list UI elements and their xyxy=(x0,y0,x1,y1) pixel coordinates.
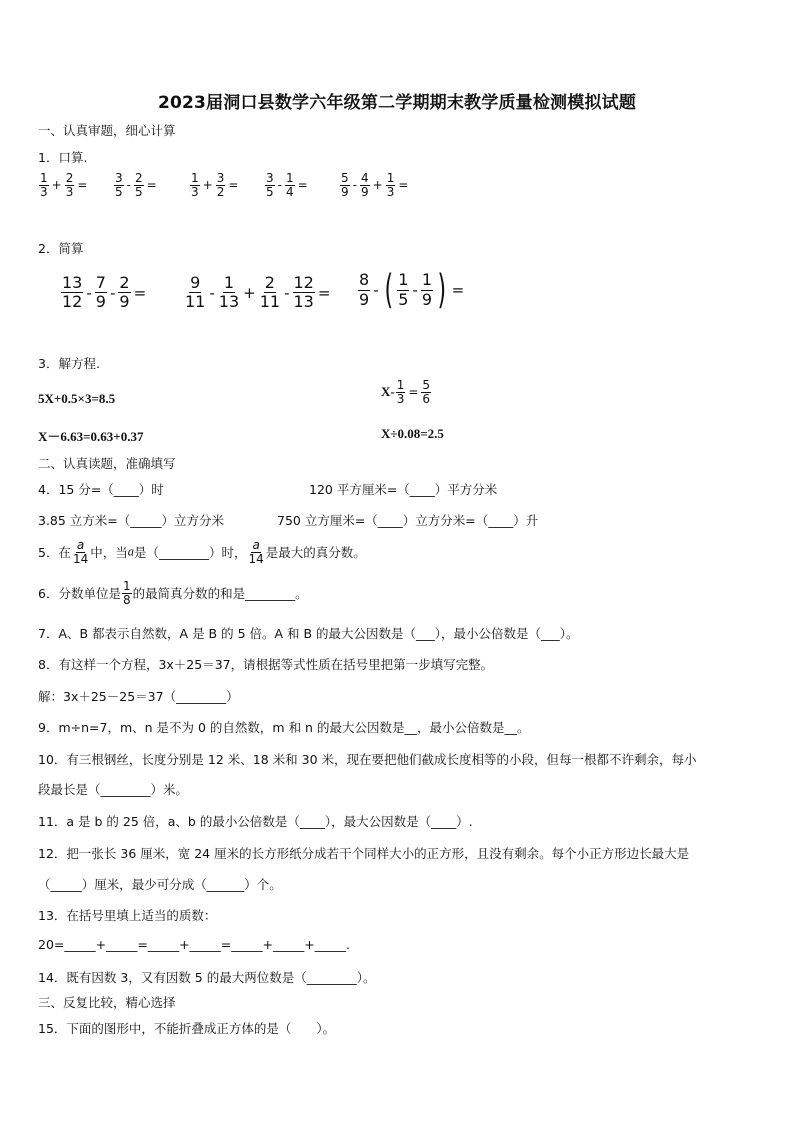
question-8-solution: 解：3x＋25－25＝37（________） xyxy=(38,689,239,704)
question-4c: 3.85 立方米=（_____）立方分米 xyxy=(38,513,225,528)
q1-item-3: $\frac{1}{3}$ + $\frac{3}{2}$ = xyxy=(191,171,239,199)
fraction: $\frac{1}{3}$ xyxy=(386,171,395,199)
section-2-heading: 二、认真读题，准确填写 xyxy=(38,456,176,471)
left-parenthesis: ( xyxy=(384,267,393,313)
section-3-heading: 三、反复比较，精心选择 xyxy=(38,995,176,1010)
question-5: 5．在 $\frac{a}{14}$ 中，当a是（________）时， $\frac{a}{14}$ 是最大的真分数。 xyxy=(38,538,366,566)
q2-expression-1: $\frac{13}{12}$ - $\frac{7}{9}$ - $\frac{2}{9}$ = xyxy=(62,273,147,312)
fraction: $\frac{7}{9}$ xyxy=(95,273,106,312)
fraction: $\frac{1}{3}$ xyxy=(40,171,48,199)
question-6: 6．分数单位是 $\frac{1}{8}$ 的最简真分数的和是________。 xyxy=(38,579,308,607)
question-12-line-1: 12．把一张长 36 厘米，宽 24 厘米的长方形纸分成若干个同样大小的正方形，且没有剩余。每个小正方形边长最大是 xyxy=(38,846,690,861)
question-9: 9．m÷n=7，m、n 是不为 0 的自然数，m 和 n 的最大公因数是__，最小公倍数是__。 xyxy=(38,720,530,735)
question-12-line-2: （_____）厘米，最少可分成（______）个。 xyxy=(38,877,282,892)
q1-item-5: $\frac{5}{9}$ - $\frac{4}{9}$ + $\frac{1}{3}$ = xyxy=(341,171,409,199)
fraction: $\frac{3}{5}$ xyxy=(115,171,123,199)
fraction: $\frac{8}{9}$ xyxy=(359,270,370,309)
question-1-label: 1．口算. xyxy=(38,150,88,165)
question-4d: 750 立方厘米=（____）立方分米=（____）升 xyxy=(277,513,539,528)
fraction: $\frac{2}{11}$ xyxy=(259,273,281,312)
fraction: $\frac{12}{13}$ xyxy=(293,273,314,312)
question-7: 7．A、B 都表示自然数，A 是 B 的 5 倍。A 和 B 的最大公因数是（___），最小公倍数是（___）。 xyxy=(38,626,579,641)
fraction: $\frac{1}{4}$ xyxy=(285,171,294,199)
fraction: $\frac{4}{9}$ xyxy=(360,171,369,199)
fraction: $\frac{9}{11}$ xyxy=(185,273,206,312)
fraction: $\frac{5}{6}$ xyxy=(422,378,431,406)
fraction: $\frac{2}{9}$ xyxy=(119,273,130,312)
fraction: $\frac{1}{8}$ xyxy=(122,579,131,607)
fraction: $\frac{a}{14}$ xyxy=(248,538,264,566)
fraction: $\frac{a}{14}$ xyxy=(72,538,89,566)
question-10-line-1: 10．有三根钢丝，长度分别是 12 米、18 米和 30 米，现在要把他们截成长度相等的小段，但每一根都不许剩余，每小 xyxy=(38,752,697,767)
q1-item-1: $\frac{1}{3}$ + $\frac{2}{3}$ = xyxy=(40,171,88,199)
q1-item-4: $\frac{3}{5}$ - $\frac{1}{4}$ = xyxy=(266,171,308,199)
question-10-line-2: 段最长是（________）米。 xyxy=(38,782,189,797)
fraction: $\frac{1}{9}$ xyxy=(421,270,433,309)
fraction: $\frac{2}{5}$ xyxy=(134,171,143,199)
q2-expression-2: $\frac{9}{11}$ - $\frac{1}{13}$ + $\frac{2}{11}$ - $\frac{12}{13}$ = xyxy=(185,273,331,312)
q1-item-2: $\frac{3}{5}$ - $\frac{2}{5}$ = xyxy=(115,171,157,199)
fraction: $\frac{1}{3}$ xyxy=(396,378,405,406)
fraction: $\frac{2}{3}$ xyxy=(65,171,74,199)
question-4a: 4．15 分=（____）时 xyxy=(38,482,164,497)
q2-expression-3: $\frac{8}{9}$ - ( $\frac{1}{5}$ - $\frac{1}{9}$ ) = xyxy=(359,267,465,313)
question-15: 15．下面的图形中，不能折叠成正方体的是（ ）。 xyxy=(38,1021,336,1036)
question-13-equation: 20=_____+_____=_____+_____=_____+_____+_____. xyxy=(38,937,350,952)
q3-equation-2: X- $\frac{1}{3}$ = $\frac{5}{6}$ xyxy=(381,378,431,406)
q3-equation-4: X÷0.08=2.5 xyxy=(381,426,444,441)
page-title: 2023届洞口县数学六年级第二学期期末教学质量检测模拟试题 xyxy=(157,93,637,113)
question-11: 11．a 是 b 的 25 倍，a、b 的最小公倍数是（____），最大公因数是（____）. xyxy=(38,814,473,829)
q3-equation-1: 5X+0.5×3=8.5 xyxy=(38,391,116,406)
question-2-label: 2．简算 xyxy=(38,241,84,256)
question-13: 13．在括号里填上适当的质数： xyxy=(38,908,217,923)
section-1-heading: 一、认真审题，细心计算 xyxy=(38,123,176,138)
fraction: $\frac{13}{12}$ xyxy=(62,273,83,312)
fraction: $\frac{1}{5}$ xyxy=(398,270,409,309)
fraction: $\frac{3}{2}$ xyxy=(216,171,225,199)
right-parenthesis: ) xyxy=(437,267,447,313)
fraction: $\frac{1}{13}$ xyxy=(218,273,240,312)
fraction: $\frac{3}{5}$ xyxy=(266,171,274,199)
question-14: 14．既有因数 3，又有因数 5 的最大两位数是（________）。 xyxy=(38,970,376,985)
question-8: 8．有这样一个方程，3x＋25＝37，请根据等式性质在括号里把第一步填写完整。 xyxy=(38,657,494,672)
fraction: $\frac{5}{9}$ xyxy=(341,171,349,199)
q3-equation-3: X－6.63=0.63+0.37 xyxy=(38,429,144,444)
question-4b: 120 平方厘米=（____）平方分米 xyxy=(309,482,498,497)
fraction: $\frac{1}{3}$ xyxy=(191,171,199,199)
question-3-label: 3．解方程. xyxy=(38,356,100,371)
